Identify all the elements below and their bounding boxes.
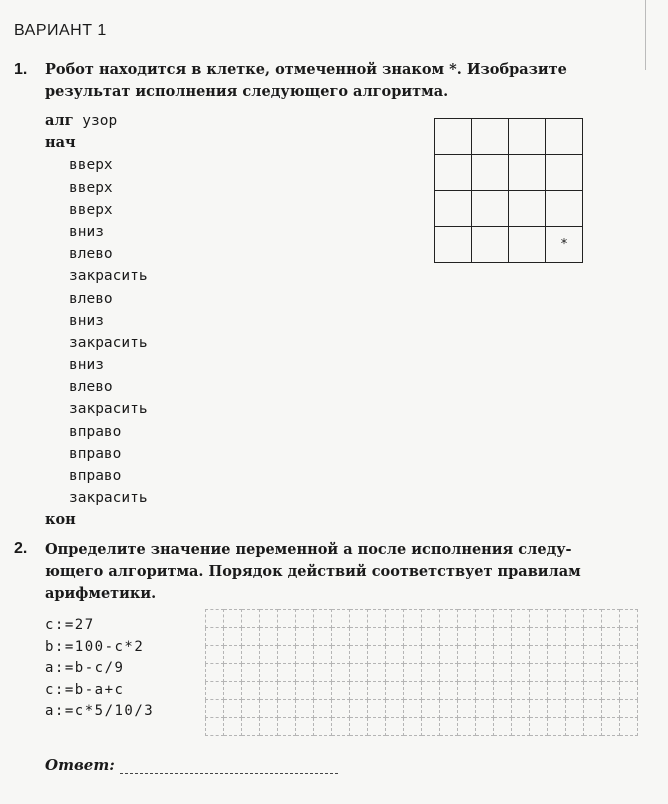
draft-cell (602, 628, 620, 646)
draft-cell (224, 628, 242, 646)
draft-cell (404, 682, 422, 700)
draft-cell (314, 610, 332, 628)
grid-cell[interactable] (472, 227, 509, 263)
draft-cell (458, 664, 476, 682)
command-line: вверх (69, 201, 113, 218)
draft-cell (620, 682, 638, 700)
draft-cell (602, 610, 620, 628)
draft-cell (278, 682, 296, 700)
draft-cell (260, 646, 278, 664)
draft-cell (440, 610, 458, 628)
draft-cell (242, 700, 260, 718)
draft-cell (458, 628, 476, 646)
draft-cell (386, 610, 404, 628)
draft-cell (332, 664, 350, 682)
draft-cell (224, 700, 242, 718)
draft-cell (512, 610, 530, 628)
draft-cell (368, 628, 386, 646)
draft-cell (458, 646, 476, 664)
draft-cell (530, 682, 548, 700)
grid-cell[interactable] (472, 119, 509, 155)
page-edge-divider (645, 0, 646, 70)
command-list (45, 154, 148, 509)
draft-cell (494, 682, 512, 700)
draft-cell (584, 718, 602, 736)
draft-cell (224, 646, 242, 664)
code-line: c:=b-a+c (45, 681, 125, 698)
grid-cell[interactable] (546, 191, 583, 227)
draft-cell (206, 646, 224, 664)
code-line: b:=100-c*2 (45, 638, 145, 655)
draft-cell (494, 646, 512, 664)
draft-cell (296, 610, 314, 628)
draft-cell (260, 664, 278, 682)
draft-cell (386, 646, 404, 664)
draft-cell (584, 664, 602, 682)
alg-name: узор (82, 113, 118, 129)
draft-cell (368, 664, 386, 682)
draft-cell (296, 664, 314, 682)
draft-cell (422, 610, 440, 628)
draft-cell (314, 646, 332, 664)
draft-cell (530, 700, 548, 718)
draft-cell (260, 700, 278, 718)
command-line: вверх (69, 179, 113, 196)
draft-cell (548, 646, 566, 664)
draft-cell (386, 718, 404, 736)
code-line: a:=c*5/10/3 (45, 703, 155, 719)
draft-cell (602, 682, 620, 700)
draft-cell (566, 718, 584, 736)
draft-cell (404, 610, 422, 628)
draft-cell (602, 664, 620, 682)
draft-cell (224, 682, 242, 700)
task2-text-line1: Определите значение переменной a после исполнения следу- (45, 541, 572, 558)
draft-cell (422, 700, 440, 718)
draft-cell (350, 682, 368, 700)
draft-cell (206, 610, 224, 628)
draft-cell (350, 664, 368, 682)
task1-text-line2: результат исполнения следующего алгоритма. (45, 83, 449, 100)
task2-text-line2: ющего алгоритма. Порядок действий соответствует правилам (45, 563, 581, 580)
draft-cell (566, 610, 584, 628)
draft-cell (278, 628, 296, 646)
command-line: закрасить (69, 490, 148, 507)
command-line: вниз (69, 312, 104, 329)
code-line: c:=27 (45, 617, 95, 633)
command-line: вправо (69, 445, 122, 462)
draft-cell (242, 664, 260, 682)
draft-cell (530, 646, 548, 664)
draft-cell (296, 682, 314, 700)
draft-cell (584, 700, 602, 718)
task2-text-line3: арифметики. (45, 585, 157, 602)
draft-cell (386, 628, 404, 646)
draft-cell (350, 610, 368, 628)
robot-field-grid[interactable] (434, 118, 583, 263)
draft-cell (584, 628, 602, 646)
draft-cell (548, 682, 566, 700)
draft-cell (476, 628, 494, 646)
draft-cell (314, 718, 332, 736)
draft-cell (350, 718, 368, 736)
draft-cell (476, 664, 494, 682)
draft-cell (332, 718, 350, 736)
draft-cell (512, 700, 530, 718)
draft-cell (368, 718, 386, 736)
grid-cell[interactable] (435, 191, 472, 227)
draft-cell (386, 664, 404, 682)
command-line: вверх (69, 157, 113, 174)
draft-cell (332, 646, 350, 664)
task1-number: 1. (14, 61, 28, 78)
draft-cell (422, 664, 440, 682)
draft-cell (260, 610, 278, 628)
draft-cell (368, 682, 386, 700)
draft-cell (548, 700, 566, 718)
draft-cell (530, 628, 548, 646)
draft-cell (458, 700, 476, 718)
alg-keyword: алг (45, 112, 74, 129)
alg-begin: нач (45, 134, 76, 152)
draft-cell (440, 628, 458, 646)
draft-cell (368, 610, 386, 628)
draft-cell (530, 664, 548, 682)
draft-cell (260, 718, 278, 736)
draft-cell (242, 646, 260, 664)
answer-label: Ответ: (45, 756, 115, 774)
draft-cell (278, 610, 296, 628)
draft-cell (242, 682, 260, 700)
draft-cell (296, 628, 314, 646)
draft-cell (206, 664, 224, 682)
draft-cell (440, 700, 458, 718)
draft-cell (224, 718, 242, 736)
draft-cell (314, 682, 332, 700)
draft-cell (476, 646, 494, 664)
command-line: закрасить (69, 268, 148, 285)
grid-cell[interactable] (435, 155, 472, 191)
draft-cell (350, 646, 368, 664)
draft-grid (205, 609, 638, 736)
draft-cell (422, 682, 440, 700)
grid-cell[interactable] (435, 227, 472, 263)
draft-cell (566, 700, 584, 718)
grid-cell[interactable] (509, 119, 546, 155)
draft-cell (206, 718, 224, 736)
draft-cell (602, 646, 620, 664)
answer-field[interactable] (120, 773, 338, 774)
draft-cell (332, 610, 350, 628)
draft-cell (350, 628, 368, 646)
draft-cell (566, 646, 584, 664)
command-line: влево (69, 290, 113, 307)
draft-cell (314, 628, 332, 646)
draft-cell (278, 646, 296, 664)
grid-cell[interactable] (509, 227, 546, 263)
draft-cell (332, 682, 350, 700)
draft-cell (584, 610, 602, 628)
draft-cell (566, 664, 584, 682)
draft-cell (386, 682, 404, 700)
draft-cell (512, 646, 530, 664)
draft-cell (620, 610, 638, 628)
draft-cell (404, 646, 422, 664)
draft-cell (368, 700, 386, 718)
draft-cell (242, 610, 260, 628)
alg-end: кон (45, 511, 76, 529)
grid-cell[interactable] (546, 155, 583, 191)
draft-cell (512, 628, 530, 646)
draft-cell (386, 700, 404, 718)
draft-cell (332, 628, 350, 646)
draft-cell (404, 718, 422, 736)
draft-cell (278, 718, 296, 736)
draft-cell (548, 718, 566, 736)
draft-cell (494, 628, 512, 646)
draft-cell (350, 700, 368, 718)
grid-cell[interactable] (509, 155, 546, 191)
grid-cell[interactable] (546, 119, 583, 155)
draft-cell (620, 664, 638, 682)
draft-cell (422, 646, 440, 664)
code-line: a:=b-c/9 (45, 660, 125, 676)
draft-cell (512, 682, 530, 700)
draft-cell (458, 718, 476, 736)
grid-cell[interactable] (472, 191, 509, 227)
draft-cell (224, 610, 242, 628)
draft-cell (602, 700, 620, 718)
draft-cell (296, 646, 314, 664)
draft-cell (548, 664, 566, 682)
draft-cell (548, 610, 566, 628)
task2-code (45, 615, 154, 723)
draft-cell (296, 718, 314, 736)
command-line: вправо (69, 468, 122, 484)
draft-cell (458, 610, 476, 628)
draft-cell (440, 664, 458, 682)
variant-title: ВАРИАНТ 1 (14, 22, 107, 39)
command-line: закрасить (69, 334, 148, 351)
draft-cell (494, 718, 512, 736)
command-line: вниз (69, 357, 104, 374)
draft-cell (260, 628, 278, 646)
draft-cell (422, 628, 440, 646)
draft-cell (494, 664, 512, 682)
command-line: вниз (69, 223, 104, 240)
grid-cell[interactable] (435, 119, 472, 155)
draft-cell (404, 700, 422, 718)
grid-cell[interactable] (509, 191, 546, 227)
draft-cell (440, 682, 458, 700)
draft-cell (476, 718, 494, 736)
draft-cell (512, 664, 530, 682)
draft-cell (278, 700, 296, 718)
draft-cell (404, 628, 422, 646)
draft-cell (548, 628, 566, 646)
draft-cell (368, 646, 386, 664)
draft-cell (242, 628, 260, 646)
task1-text-line1: Робот находится в клетке, отмеченной знаком *. Изобразите (45, 61, 567, 78)
draft-cell (494, 700, 512, 718)
draft-cell (260, 682, 278, 700)
draft-cell (602, 718, 620, 736)
draft-cell (620, 628, 638, 646)
draft-cell (476, 682, 494, 700)
draft-cell (440, 718, 458, 736)
task2-number: 2. (14, 540, 28, 557)
command-line: закрасить (69, 401, 148, 418)
draft-cell (242, 718, 260, 736)
draft-cell (566, 682, 584, 700)
draft-cell (620, 646, 638, 664)
draft-cell (206, 700, 224, 718)
draft-cell (476, 700, 494, 718)
draft-cell (530, 718, 548, 736)
command-line: влево (69, 246, 113, 263)
draft-cell (224, 664, 242, 682)
draft-cell (404, 664, 422, 682)
draft-cell (206, 628, 224, 646)
draft-cell (314, 664, 332, 682)
draft-cell (494, 610, 512, 628)
draft-cell (512, 718, 530, 736)
draft-cell (440, 646, 458, 664)
draft-cell (314, 700, 332, 718)
draft-cell (278, 664, 296, 682)
draft-cell (332, 700, 350, 718)
draft-cell (566, 628, 584, 646)
grid-cell[interactable]: * (546, 227, 583, 263)
command-line: вправо (69, 423, 122, 440)
command-line: влево (69, 379, 113, 396)
draft-cell (584, 682, 602, 700)
draft-cell (206, 682, 224, 700)
draft-cell (422, 718, 440, 736)
draft-cell (620, 718, 638, 736)
draft-cell (530, 610, 548, 628)
draft-cell (584, 646, 602, 664)
grid-cell[interactable] (472, 155, 509, 191)
draft-cell (458, 682, 476, 700)
draft-cell (296, 700, 314, 718)
draft-cell (620, 700, 638, 718)
task1-algorithm (45, 110, 148, 532)
draft-cell (476, 610, 494, 628)
